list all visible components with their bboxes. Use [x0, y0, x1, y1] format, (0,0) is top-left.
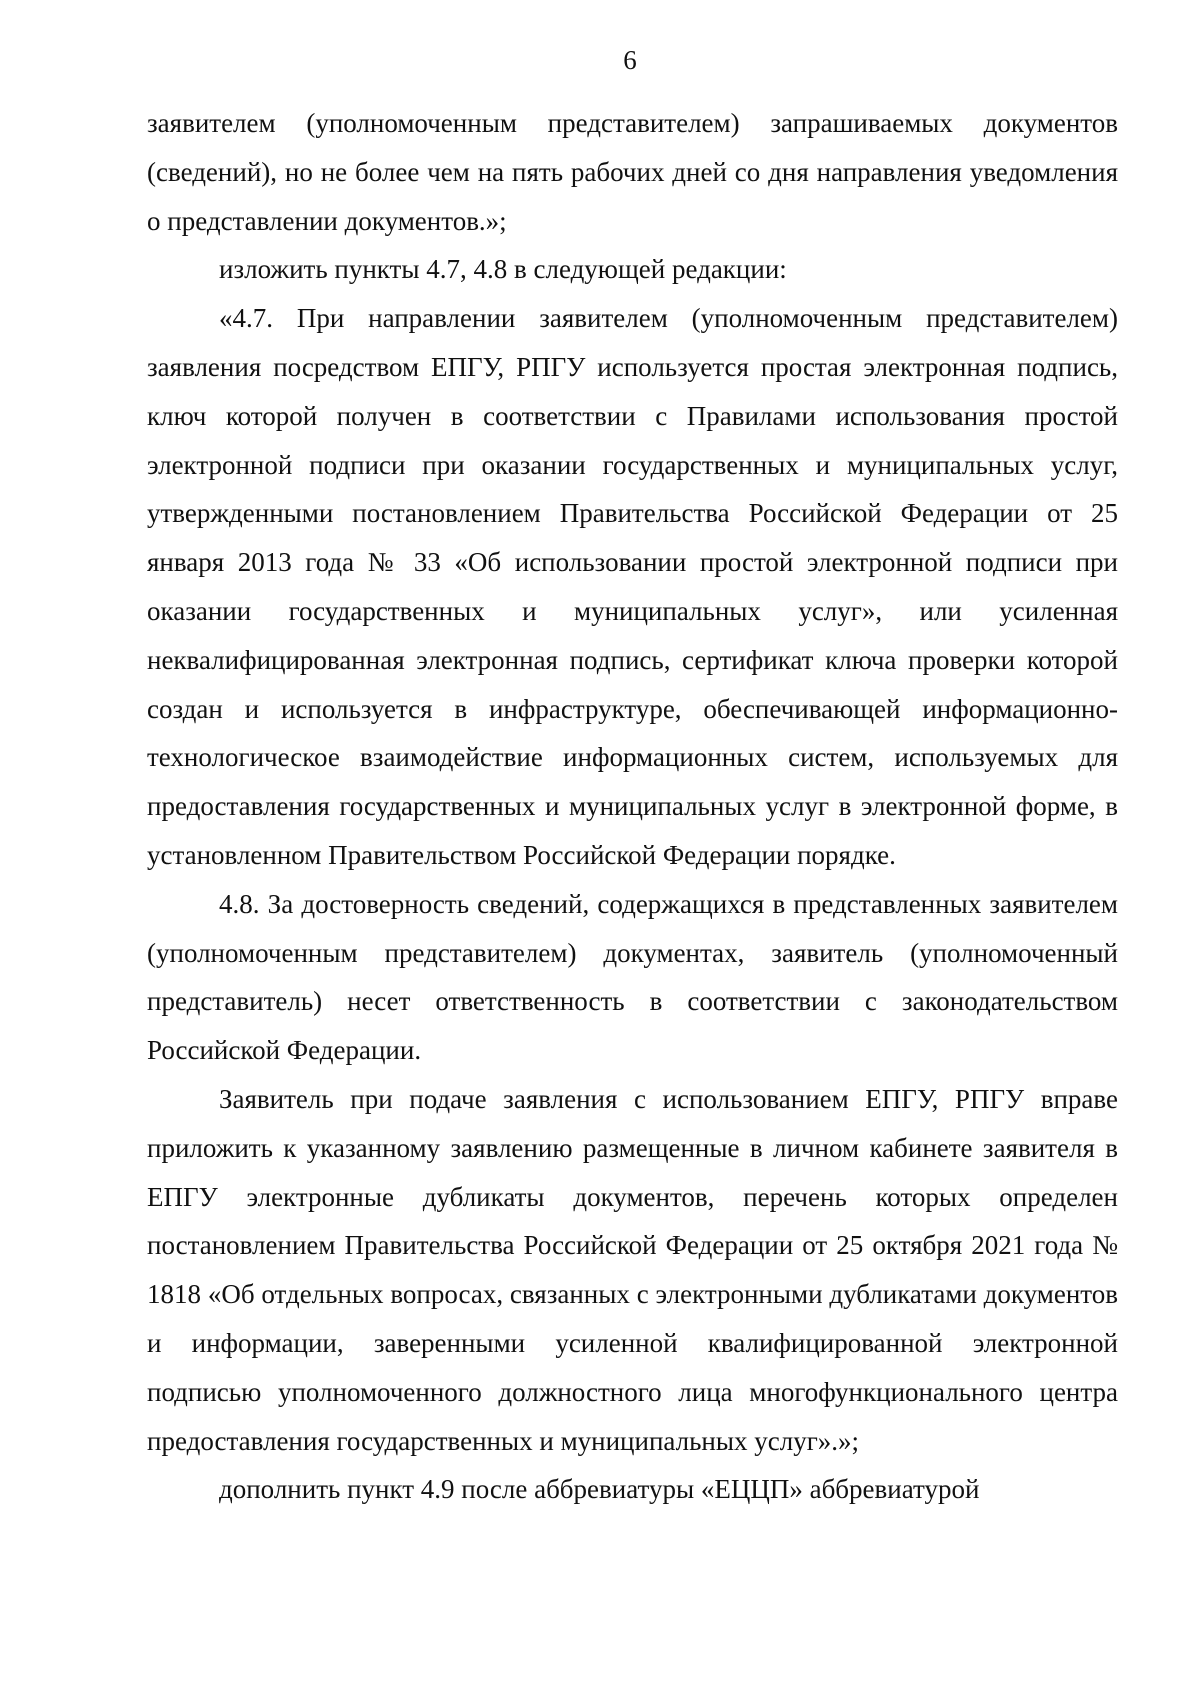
paragraph-4-9-instruction: дополнить пункт 4.9 после аббревиатуры «ЕЦЦП» аббревиатурой — [219, 1474, 980, 1505]
document-body — [147, 99, 1118, 1514]
paragraph-continuation: заявителем (уполномоченным представителем) запрашиваемых документов (сведений), но не более чем на пять рабочих дней со дня направления уведомления о представлении документов.»; — [147, 108, 1118, 236]
paragraph-amendment-instruction: изложить пункты 4.7, 4.8 в следующей редакции: — [219, 254, 787, 285]
paragraph-electronic-duplicates: Заявитель при подаче заявления с использованием ЕПГУ, РПГУ вправе приложить к указанному заявлению размещенные в личном кабинете заявителя в ЕПГУ электронные дубликаты документов, перечень которых определен постановлением Правительства Российской Федерации от 25 октября 2021 года № 1818 «Об отдельных вопросах, связанных с электронными дубликатами документов и информации, заверенными усиленной квалифицированной электронной подписью уполномоченного должностного лица многофункционального центра предоставления государственных и муниципальных услуг».»; — [147, 1083, 1118, 1456]
page-number: 6 — [623, 45, 637, 75]
paragraph-4-8: 4.8. За достоверность сведений, содержащихся в представленных заявителем (уполномоченным представителем) документах, заявитель (уполномоченный представитель) несет ответственность в соответствии с законодательством Российской Федерации. — [147, 888, 1118, 1066]
paragraph-4-7: «4.7. При направлении заявителем (уполномоченным представителем) заявления посредством ЕПГУ, РПГУ используется простая электронная подпись, ключ которой получен в соответствии с Правилами использования простой электронной подписи при оказании государственных и муниципальных услуг, утвержденными постановлением Правительства Российской Федерации от 25 января 2013 года № 33 «Об использовании простой электронной подписи при оказании государственных и муниципальных услуг», или усиленная неквалифицированная электронная подпись, сертификат ключа проверки которой создан и используется в инфраструктуре, обеспечивающей информационно-технологическое взаимодействие информационных систем, используемых для предоставления государственных и муниципальных услуг в электронной форме, в установленном Правительством Российской Федерации порядке. — [147, 303, 1118, 870]
